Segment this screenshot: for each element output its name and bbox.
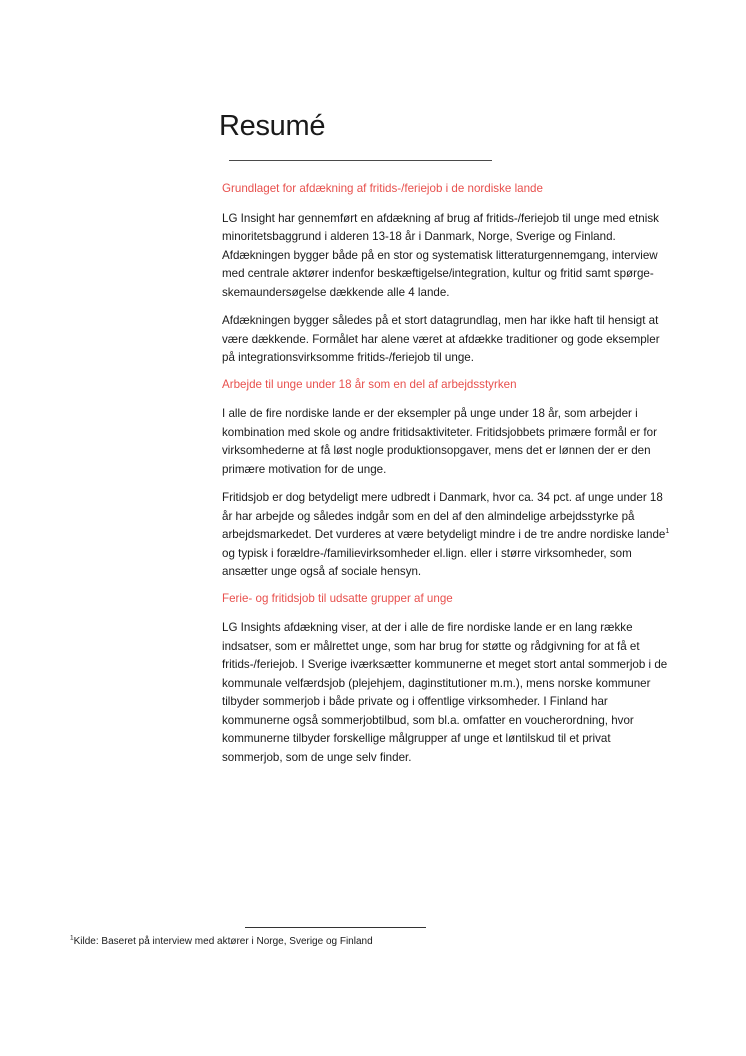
paragraph: I alle de fire nordiske lande er der eksempler på unge under 18 år, som arbejder i kombination med skole og andre fritidsaktiviteter. Fritidsjobbets primære formål er for virksomhederne at få løst nogle produktionsopgaver, mens det er lønnen der er den primære motivation for de unge. <box>222 407 657 476</box>
paragraph-with-footnote <box>222 489 674 582</box>
paragraph: LG Insights afdækning viser, at der i alle de fire nordiske lande er en lang række indsatser, som er målrettet unge, som har brug for støtte og rådgivning for at få et fritids-/feriejob. I Sverige iværksætter kommunerne et meget stort antal sommerjob i de kommunale velfærdsjob (plejehjem, daginstitutioner m.m.), mens norske kommuner tilbyder sommerjob i både private og i offentlige virksomheder. I Finland har kommunerne også sommerjobtilbud, som bl.a. omfatter en voucherordning, hvor kommunerne tilbyder forskellige målgrupper af unge et løntilskud til et privat sommerjob, som de unge selv finder. <box>222 621 668 764</box>
section-heading-grundlaget: Grundlaget for afdækning af fritids-/feriejob i de nordiske lande <box>222 182 543 195</box>
section-heading-arbejde: Arbejde til unge under 18 år som en del af arbejdsstyrken <box>222 377 517 391</box>
footnote-number: 1 <box>70 934 74 942</box>
paragraph: LG Insight har gennemført en afdækning af brug af fritids-/feriejob til unge med etnisk minoritetsbaggrund i alderen 13-18 år i Danmark, Norge, Sverige og Finland. Afdækningen bygger både på en stor og systematisk litteraturgennemgang, interview med centrale aktører indenfor beskæftigelse/integration, kultur og fritid samt spørge-skemaundersøgelse dækkende alle 4 lande. <box>222 211 659 299</box>
paragraph: Afdækningen bygger således på et stort datagrundlag, men har ikke haft til hensigt at være dækkende. Formålet har alene været at afdække traditioner og gode eksempler på integrationsvirksomme fritids-/feriejob til unge. <box>222 314 660 364</box>
paragraph-text-before-note: Fritidsjob er dog betydeligt mere udbredt i Danmark, hvor ca. 34 pct. af unge under 18 år har arbejde og således indgår som en del af den almindelige arbejdsstyrke på arbejdsmarkedet. Det vurderes at være betydeligt mindre i de tre andre nordiske lande <box>222 491 666 541</box>
footnote-reference[interactable]: 1 <box>665 528 670 536</box>
footnote-divider <box>245 927 426 928</box>
paragraph-text-after-note: og typisk i forældre-/familievirksomheder el.lign. eller i større virksomheder, som ansætter unge også af sociale hensyn. <box>222 546 632 578</box>
section-heading-ferie: Ferie- og fritidsjob til udsatte grupper af unge <box>222 591 453 605</box>
title-divider <box>229 160 492 161</box>
footnote <box>70 935 373 949</box>
footnote-text: Kilde: Baseret på interview med aktører i Norge, Sverige og Finland <box>73 936 373 947</box>
page-title: Resumé <box>219 110 326 142</box>
main-content <box>222 180 674 767</box>
